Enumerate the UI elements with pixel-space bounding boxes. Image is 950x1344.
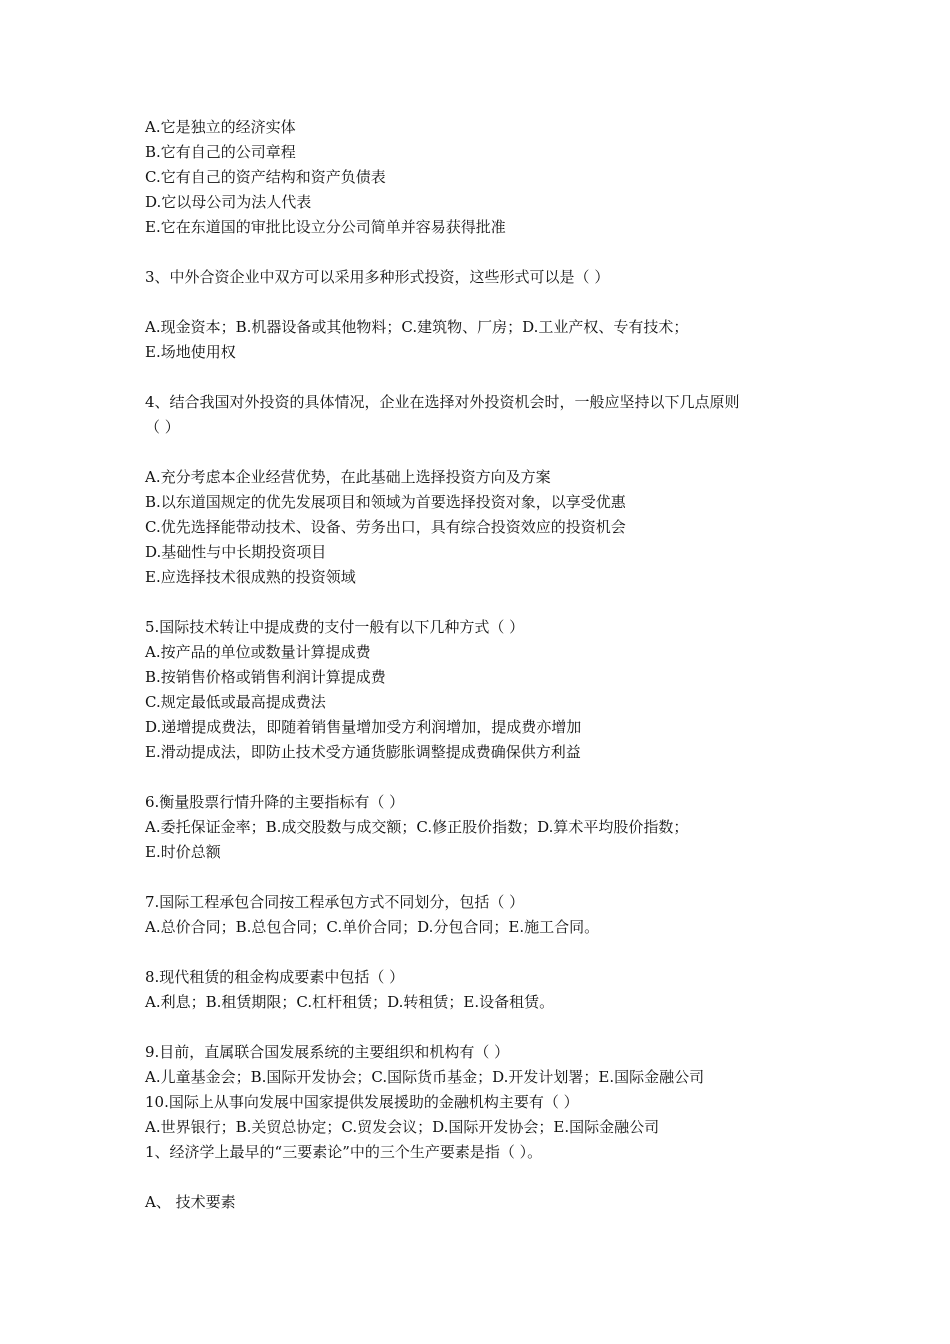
- text-line: A.充分考虑本企业经营优势，在此基础上选择投资方向及方案: [145, 468, 551, 486]
- text-line: D.它以母公司为法人代表: [145, 193, 312, 211]
- blank-line: [145, 765, 825, 790]
- text-line: D.递增提成费法，即随着销售量增加受方利润增加，提成费亦增加: [145, 718, 582, 736]
- blank-line: [145, 440, 825, 465]
- text-line: A.它是独立的经济实体: [145, 118, 296, 136]
- text-line: A、 技术要素: [145, 1193, 236, 1211]
- text-line: C.优先选择能带动技术、设备、劳务出口，具有综合投资效应的投资机会: [145, 518, 626, 536]
- text-line: E.应选择技术很成熟的投资领域: [145, 568, 356, 586]
- text-line: A.利息；B.租赁期限；C.杠杆租赁；D.转租赁；E.设备租赁。: [145, 993, 555, 1011]
- question-6: 6.衡量股票行情升降的主要指标有（ ）: [145, 793, 405, 811]
- text-line: A.儿童基金会；B.国际开发协会；C.国际货币基金；D.开发计划署；E.国际金融公司: [145, 1068, 705, 1086]
- blank-line: [145, 865, 825, 890]
- document-page: [145, 115, 825, 1215]
- blank-line: [145, 290, 825, 315]
- blank-line: [145, 1015, 825, 1040]
- blank-line: [145, 590, 825, 615]
- text-line: A.世界银行；B.关贸总协定；C.贸发会议；D.国际开发协会；E.国际金融公司: [145, 1118, 660, 1136]
- text-line: A.委托保证金率；B.成交股数与成交额；C.修正股价指数；D.算术平均股价指数；: [145, 818, 689, 836]
- blank-line: [145, 365, 825, 390]
- question-4: 4、结合我国对外投资的具体情况，企业在选择对外投资机会时，一般应坚持以下几点原则: [145, 393, 740, 411]
- question-7: 7.国际工程承包合同按工程承包方式不同划分，包括（ ）: [145, 893, 525, 911]
- text-line: A.按产品的单位或数量计算提成费: [145, 643, 371, 661]
- blank-line: [145, 1165, 825, 1190]
- question-5: 5.国际技术转让中提成费的支付一般有以下几种方式（ ）: [145, 618, 525, 636]
- text-line: E.场地使用权: [145, 343, 236, 361]
- question-3: 3、中外合资企业中双方可以采用多种形式投资，这些形式可以是（ ）: [145, 268, 610, 286]
- text-line: D.基础性与中长期投资项目: [145, 543, 327, 561]
- blank-line: [145, 940, 825, 965]
- text-line: （ ）: [145, 418, 180, 436]
- text-line: B.它有自己的公司章程: [145, 143, 296, 161]
- question-9: 9.目前，直属联合国发展系统的主要组织和机构有（ ）: [145, 1043, 510, 1061]
- text-line: C.它有自己的资产结构和资产负债表: [145, 168, 386, 186]
- text-line: E.时价总额: [145, 843, 221, 861]
- text-line: A.总价合同；B.总包合同；C.单价合同；D.分包合同；E.施工合同。: [145, 918, 600, 936]
- text-line: B.以东道国规定的优先发展项目和领域为首要选择投资对象，以享受优惠: [145, 493, 626, 511]
- question-10: 10.国际上从事向发展中国家提供发展援助的金融机构主要有（ ）: [145, 1093, 579, 1111]
- text-line: A.现金资本；B.机器设备或其他物料；C.建筑物、厂房；D.工业产权、专有技术；: [145, 318, 689, 336]
- question-1: 1、经济学上最早的“三要素论”中的三个生产要素是指（ ）。: [145, 1143, 543, 1161]
- text-line: C.规定最低或最高提成费法: [145, 693, 326, 711]
- question-8: 8.现代租赁的租金构成要素中包括（ ）: [145, 968, 405, 986]
- text-line: E.它在东道国的审批比设立分公司简单并容易获得批准: [145, 218, 506, 236]
- blank-line: [145, 240, 825, 265]
- text-line: E.滑动提成法，即防止技术受方通货膨胀调整提成费确保供方利益: [145, 743, 581, 761]
- text-line: B.按销售价格或销售利润计算提成费: [145, 668, 386, 686]
